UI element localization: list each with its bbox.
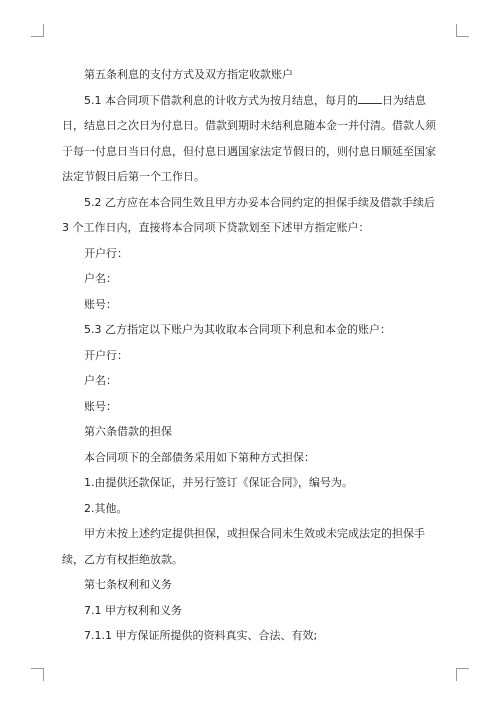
clause-5-3: 5.3 乙方指定以下账户为其收取本合同项下利息和本金的账户： [84,323,391,336]
account-name-label-2: 户名： [84,374,117,387]
guarantee-option-2: 2.其他。 [84,501,128,515]
clause-5-1-before: 5.1 本合同项下借款利息的计收方式为按月结息，每月的 [84,93,358,107]
account-number-label-2: 账号： [84,399,117,413]
corner-mark-top-left [31,24,44,37]
guarantee-method: 本合同项下的全部债务采用如下第种方式担保： [84,450,315,464]
corner-mark-bottom-left [31,668,44,681]
account-number-label: 账号： [84,297,117,311]
clause-5-1 [62,88,440,190]
guarantee-option-1: 1.由提供还款保证，并另行签订《保证合同》，编号为。 [84,476,353,489]
section-heading-6: 第六条借款的担保 [84,425,172,438]
account-name-label: 户名： [84,272,117,285]
section-heading-7: 第七条权利和义务 [84,578,172,591]
bank-field-label: 开户行： [84,246,128,260]
fill-in-blank [358,91,382,104]
corner-mark-top-right [456,24,469,37]
clause-5-2: 5.2 乙方应在本合同生效且甲方办妥本合同约定的担保手续及借款手续后 3 个工作日内，直接将本合同项下贷款划至下述甲方指定账户： [62,195,435,234]
clause-7-1-1: 7.1.1 甲方保证所提供的资料真实、合法、有效; [84,629,318,642]
document-page [62,62,440,649]
guarantee-refusal-clause: 甲方未按上述约定提供担保，或担保合同未生效或未完成法定的担保手续，乙方有权拒绝放款。 [62,527,425,566]
clause-7-1: 7.1 甲方权利和义务 [84,603,182,617]
corner-mark-bottom-right [456,668,469,681]
bank-field-label-2: 开户行： [84,348,128,362]
section-heading-5: 第五条利息的支付方式及双方指定收款账户 [84,68,293,81]
clause-5-1-after: 日为结息日，结息日之次日为付息日。借款到期时未结利息随本金一并付清。借款人须于每一付息日当日付息，但付息日遇国家法定节假日的，则付息日顺延至国家法定节假日后第一个工作日。 [62,93,436,183]
